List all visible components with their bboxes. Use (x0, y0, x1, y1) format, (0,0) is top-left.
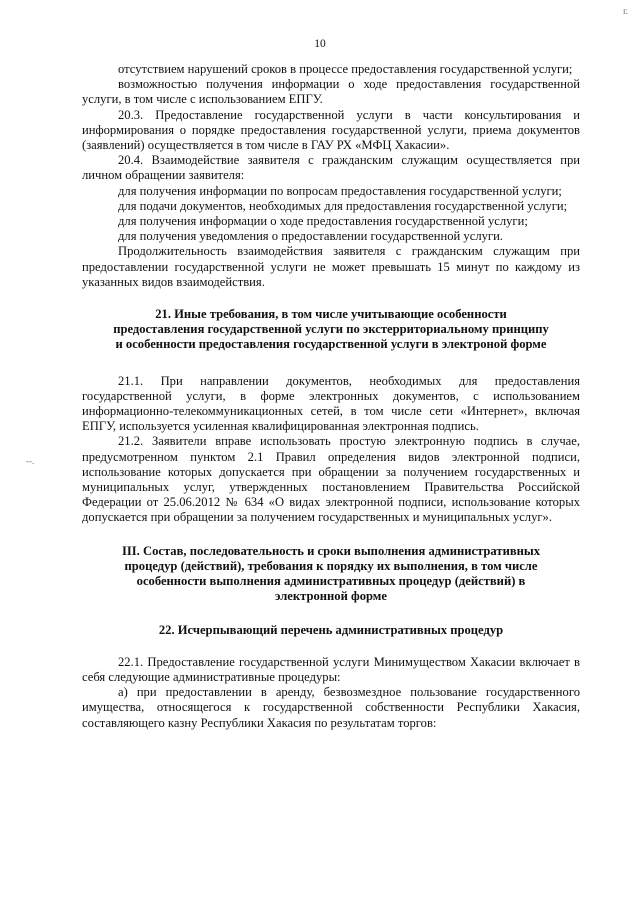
page-number: 10 (314, 38, 326, 50)
section-heading-22: 22. Исчерпывающий перечень административных процедур (158, 622, 504, 637)
section-heading-21: 21. Иные требования, в том числе учитывающие особенности предоставления государственной услуги по экстерриториальному принципу и особенности предоставления государственной услуги в электроной форме (113, 307, 549, 352)
paragraph: 22.1. Предоставление государственной услуги Минимуществом Хакасии включает в себя следующие административные процедуры: (82, 654, 580, 684)
chapter-heading-3: III. Состав, последовательность и сроки выполнения административных процедур (действий), требования к порядку их выполнения, в том числе особенности выполнения административных процедур (действий) в электронной форме (121, 543, 541, 604)
paragraph: для получения информации о ходе предоставления государственной услуги; (118, 214, 528, 229)
paragraph: 20.4. Взаимодействие заявителя с гражданским служащим осуществляется при личном обращении заявителя: (82, 153, 580, 183)
document-body (82, 62, 580, 731)
paragraph: для получения информации по вопросам предоставления государственной услуги; (118, 183, 562, 198)
corner-mark: г. (623, 6, 628, 16)
paragraph: для подачи документов, необходимых для предоставления государственной услуги; (118, 198, 568, 213)
paragraph: а) при предоставлении в аренду, безвозмездное пользование государственного имущества, относящегося к государственной собственности Республики Хакасия, составляющего казну Республики Хакасия по результатам торгов: (82, 685, 580, 730)
paragraph: отсутствием нарушений сроков в процессе предоставления государственной услуги; (118, 62, 573, 76)
paragraph: Продолжительность взаимодействия заявителя с гражданским служащим при предоставлении государственной услуги не может превышать 15 минут по каждому из указанных видов взаимодействия. (82, 244, 580, 289)
paragraph: 21.1. При направлении документов, необходимых для предоставления государственной услуги, в форме электронных документов, с использованием информационно-телекоммуникационных сетей, в том числе сети «Интернет», включая ЕПГУ, используется усиленная квалифицированная электронная подпись. (82, 373, 580, 434)
paragraph: 20.3. Предоставление государственной услуги в части консультирования и информирования о порядке предоставления государственной услуги, приема документов (заявлений) осуществляется в том числе в ГАУ РХ «МФЦ Хакасии». (82, 107, 580, 153)
paragraph: 21.2. Заявители вправе использовать простую электронную подпись в случае, предусмотренном пунктом 2.1 Правил определения видов электронной подписи, использование которых допускается при обращении за получением государственных и муниципальных услуг, утвержденных постановлением Правительства Российской Федерации от 25.06.2012 № 634 «О видах электронной подписи, использование которых допускается при обращении за получением государственных и муниципальных услуг». (82, 434, 580, 525)
margin-mark: --. (26, 456, 35, 466)
paragraph: для получения уведомления о предоставлении государственной услуги. (118, 229, 503, 244)
paragraph: возможностью получения информации о ходе предоставления государственной услуги, в том числе с использованием ЕПГУ. (82, 77, 580, 107)
